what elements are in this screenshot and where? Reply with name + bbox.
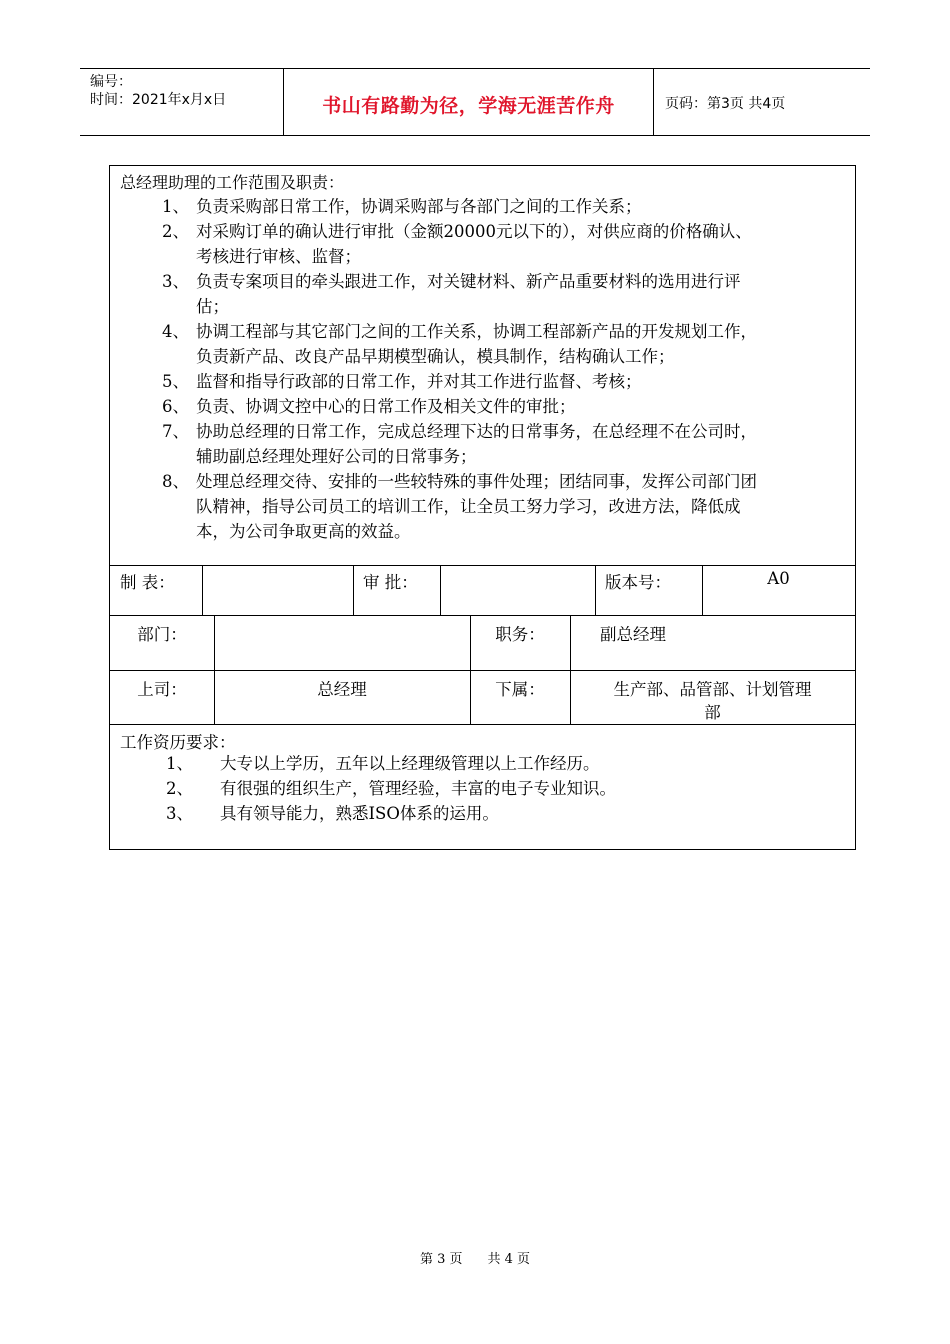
duty-number: 1、 bbox=[162, 197, 189, 216]
job-description-table bbox=[109, 165, 856, 850]
requirement-text: 具有领导能力，熟悉ISO体系的运用。 bbox=[220, 804, 499, 823]
duty-number: 5、 bbox=[162, 372, 189, 391]
duty-number: 2、 bbox=[162, 222, 189, 241]
duty-text: 负责新产品、改良产品早期模型确认，模具制作，结构确认工作； bbox=[196, 347, 675, 366]
row-divider bbox=[110, 565, 855, 566]
subordinate-value-cont: 部 bbox=[704, 703, 721, 722]
header-page-info: 页码：第3页 共4页 bbox=[665, 96, 786, 112]
subordinate-label: 下属： bbox=[495, 680, 545, 699]
post-value: 副总经理 bbox=[600, 625, 666, 644]
superior-label: 上司： bbox=[137, 680, 187, 699]
duties-title: 总经理助理的工作范围及职责： bbox=[120, 173, 345, 192]
requirements-title: 工作资历要求： bbox=[120, 733, 236, 752]
col-divider bbox=[202, 565, 203, 615]
row-divider bbox=[110, 724, 855, 725]
duty-text: 对采购订单的确认进行审批（金额20000元以下的），对供应商的价格确认、 bbox=[196, 222, 752, 241]
superior-value: 总经理 bbox=[317, 680, 367, 699]
approver-label: 审 批： bbox=[363, 573, 418, 592]
header-motto-cell bbox=[283, 69, 654, 135]
requirement-number: 2、 bbox=[166, 779, 193, 798]
post-label: 职务： bbox=[495, 625, 545, 644]
row-divider bbox=[110, 615, 855, 616]
duty-text: 协助总经理的日常工作，完成总经理下达的日常事务，在总经理不在公司时， bbox=[196, 422, 757, 441]
duty-number: 6、 bbox=[162, 397, 189, 416]
duty-number: 8、 bbox=[162, 472, 189, 491]
requirement-text: 有很强的组织生产，管理经验，丰富的电子专业知识。 bbox=[220, 779, 616, 798]
version-value: A0 bbox=[767, 569, 790, 588]
footer-page-total: 共 4 页 bbox=[487, 1252, 531, 1267]
page-footer bbox=[0, 1248, 950, 1267]
duty-text: 处理总经理交待、安排的一些较特殊的事件处理；团结同事，发挥公司部门团 bbox=[196, 472, 757, 491]
header-meta bbox=[80, 69, 283, 135]
duty-text: 协调工程部与其它部门之间的工作关系，协调工程部新产品的开发规划工作， bbox=[196, 322, 757, 341]
duty-text: 负责、协调文控中心的日常工作及相关文件的审批； bbox=[196, 397, 576, 416]
maker-label: 制 表： bbox=[120, 573, 175, 592]
duty-number: 3、 bbox=[162, 272, 189, 291]
footer-page-number: 第 3 页 bbox=[419, 1252, 463, 1267]
version-label: 版本号： bbox=[605, 573, 671, 592]
duty-text: 本，为公司争取更高的效益。 bbox=[196, 522, 411, 541]
page-header bbox=[80, 68, 870, 136]
duty-number: 7、 bbox=[162, 422, 189, 441]
requirement-text: 大专以上学历，五年以上经理级管理以上工作经历。 bbox=[220, 754, 600, 773]
col-divider bbox=[595, 565, 596, 615]
requirement-number: 1、 bbox=[166, 754, 193, 773]
duty-text: 负责专案项目的牵头跟进工作，对关键材料、新产品重要材料的选用进行评 bbox=[196, 272, 741, 291]
subordinate-value: 生产部、品管部、计划管理 bbox=[613, 680, 812, 699]
header-motto: 书山有路勤为径，学海无涯苦作舟 bbox=[322, 95, 615, 117]
duty-text: 估； bbox=[196, 297, 229, 316]
duties-section bbox=[110, 166, 855, 565]
duty-text: 队精神，指导公司员工的培训工作，让全员工努力学习，改进方法，降低成 bbox=[196, 497, 741, 516]
duty-number: 4、 bbox=[162, 322, 189, 341]
col-divider bbox=[440, 565, 441, 615]
duty-text: 考核进行审核、监督； bbox=[196, 247, 361, 266]
col-divider bbox=[353, 565, 354, 615]
time-label: 时间：2021年x月x日 bbox=[90, 92, 227, 108]
duty-text: 辅助副总经理处理好公司的日常事务； bbox=[196, 447, 477, 466]
number-label: 编号： bbox=[90, 74, 132, 90]
duty-text: 负责采购部日常工作，协调采购部与各部门之间的工作关系； bbox=[196, 197, 642, 216]
dept-label: 部门： bbox=[137, 625, 187, 644]
requirement-number: 3、 bbox=[166, 804, 193, 823]
duty-text: 监督和指导行政部的日常工作，并对其工作进行监督、考核； bbox=[196, 372, 642, 391]
row-divider bbox=[110, 670, 855, 671]
